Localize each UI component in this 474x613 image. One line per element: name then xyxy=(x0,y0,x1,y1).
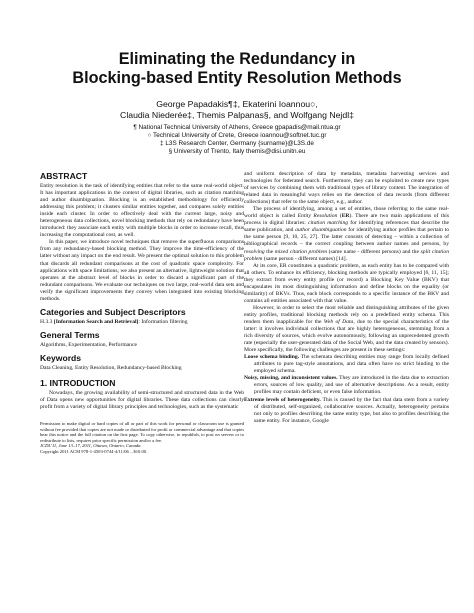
footnote-line: Permission to make digital or hard copies of all or part of this work for personal or classroom use is granted without fee provided that copies are not made or distributed for profit or commercial advantage and that copies bear this notice and the full citation on the first page. To copy otherwise, to republish, to post on servers or to redistribute to lists, requires prior specific permission and/or a fee. xyxy=(40,421,244,443)
title-line-2: Blocking-based Entity Resolution Methods xyxy=(72,69,402,87)
challenge-term: Noisy, missing, and inconsistent values. xyxy=(244,375,338,382)
right-column xyxy=(244,171,449,425)
abstract-paragraph: Entity resolution is the task of identifying entities that refer to the same real-world object. It has important applications in the context of digital libraries, such as citation matching and author disambiguation. Blocking is an established methodology for efficiently addressing this problem; it clusters similar entities together, and compares solely entities inside each cluster. In order to effectively deal with the current large, noisy and heterogeneous data collections, novel blocking methods that rely on redundancy have been introduced: they associate each entity with multiple blocks in order to increase recall, thus increasing the computational cost, as well. xyxy=(40,183,244,239)
permission-footnote xyxy=(40,421,244,455)
introduction-paragraph: Nowadays, the growing availability of semi-structured and structured data in the Web of Data opens new opportunities for digital libraries. These data collections can clearly profit from a variety of digital library principles and technologies, such as the systematic xyxy=(40,389,244,411)
abstract-heading: ABSTRACT xyxy=(40,171,88,181)
general-terms-text: Algorithms, Experimentation, Performance xyxy=(40,341,137,348)
category-subject: : Information filtering xyxy=(138,318,188,325)
title-line-1: Eliminating the Redundancy in xyxy=(118,50,356,68)
body-paragraph: At its core, ER constitutes a quadratic problem, as each entity has to be compared with all others. To enhance its efficiency, blocking methods are typically employed [6, 11, 15]; they extract from every entity profile (or record) a Blocking Key Value (BKV) that encapsulates its most distinguishing information and define blocks on the equality (or similarity) of BKVs. Thus, each block corresponds to a specific instance of the BKV and contains all entities associated with that value. xyxy=(244,262,449,304)
body-paragraph: The process of identifying, among a set of entities, those referring to the same real-world object is called Entity Resolution (ER). There are two main applications of this process in digital libraries: citation matching for identifying references that describe the same publication, and author disambiguation for identifying author profiles that pertain to the same person [9, 10, 25, 27]. The latter consists of detecting – within a collection of bibliographical records – the correct coupling between author names and persons, by resolving the mixed citation problem (same name - different persons) and the split citation problem (same person - different names) [14]. xyxy=(244,206,450,262)
author-list xyxy=(60,99,414,121)
keywords-text: Data Cleaning, Entity Resolution, Redundancy-based Blocking xyxy=(40,364,182,371)
challenge-term: Loose schema binding. xyxy=(244,354,300,361)
footnote-copyright: Copyright 2011 ACM 978-1-4503-0744-4/11/06 ...$10.00. xyxy=(40,449,148,455)
challenge-item: Noisy, missing, and inconsistent values. They are introduced in the data due to extraction errors, sources of low quality, and use of alternative descriptions. As a result, entity profiles may contain deficient, or even false information. xyxy=(244,375,449,396)
challenge-item: Loose schema binding. The schemata describing entities may range from locally defined attributes to pure tag-style annotations, and data often have no strict binding to the employed schema. xyxy=(244,354,449,375)
affiliation: ¶ National Technical University of Athens, Greece gpapadis@mail.ntua.gr xyxy=(133,124,341,131)
affiliation: ‡ L3S Research Center, Germany {surname}@L3S.de xyxy=(160,139,314,147)
affiliation: ○ Technical University of Crete, Greece ioannou@softnet.tuc.gr xyxy=(147,131,327,139)
affiliation-list xyxy=(60,124,414,156)
body-paragraph: and uniform description of data by metadata, metadata harvesting services and technologies for federated search. Furthermore, they can be exploited to create new types of services by combining them with traditional types of library content. The integration of related data in meaningful ways relies on the detection of data records (from different collections) that refer to the same object, e.g., author. xyxy=(244,171,449,206)
categories-text xyxy=(40,319,244,326)
author-line: Claudia Niederée‡, Themis Palpanas§, and Wolfgang Nejdl‡ xyxy=(120,109,354,120)
keywords-heading: Keywords xyxy=(40,352,82,363)
left-column xyxy=(40,171,244,455)
footnote-venue: JCDL'11, June 13–17, 2011, Ottawa, Ontario, Canada. xyxy=(40,443,142,449)
body-paragraph: However, in order to select the most reliable and distinguishing attributes of the given entity profiles, traditional blocking methods rely on a predefined entity schema. This renders them inapplicable for the Web of Data, due to the special characteristics of the latter: it involves individual collections that are highly heterogeneous, stemming from a rich diversity of sources, which evolve autonomously, following an unprecedented growth rate (especially the user-generated data of the Social Web, and the data created by sensors). More specifically, the following challenges are present in these settings: xyxy=(244,304,450,354)
category-code: H.3.3 xyxy=(40,318,54,325)
author-line: George Papadakis¶‡, Ekaterini Ioannou○, xyxy=(156,99,318,109)
category-name: [Information Search and Retrieval] xyxy=(53,318,139,325)
abstract-paragraph: In this paper, we introduce novel techniques that remove the superfluous comparisons from any redundancy-based blocking method. They improve the time-efficiency of the latter without any impact on the end result. We present the optimal solution to this problem that discards all redundant comparisons at the cost of quadratic space complexity. For applications with space limitations, we also present an alternative, lightweight solution that operates at the abstract level of blocks in order to discard a significant part of the redundant comparisons. We evaluate our techniques on two large, real-world data sets and verify the significant improvements they convey when integrated into existing blocking methods. xyxy=(40,239,244,302)
challenge-item: Extreme levels of heterogeneity. This is caused by the fact that data stem from a variety of distributed, self-organized, collaborative sources. Actually, heterogeneity pertains not only to profiles describing the same entity type, but also to profiles describing the same entity. For instance, Google xyxy=(244,396,449,424)
categories-heading: Categories and Subject Descriptors xyxy=(40,306,186,317)
introduction-heading: 1. INTRODUCTION xyxy=(40,377,116,388)
paper-title xyxy=(20,50,454,88)
challenge-term: Extreme levels of heterogeneity. xyxy=(244,396,321,403)
general-terms-heading: General Terms xyxy=(40,329,100,340)
affiliation: § University of Trento, Italy themis@disi.unitn.eu xyxy=(168,147,306,155)
